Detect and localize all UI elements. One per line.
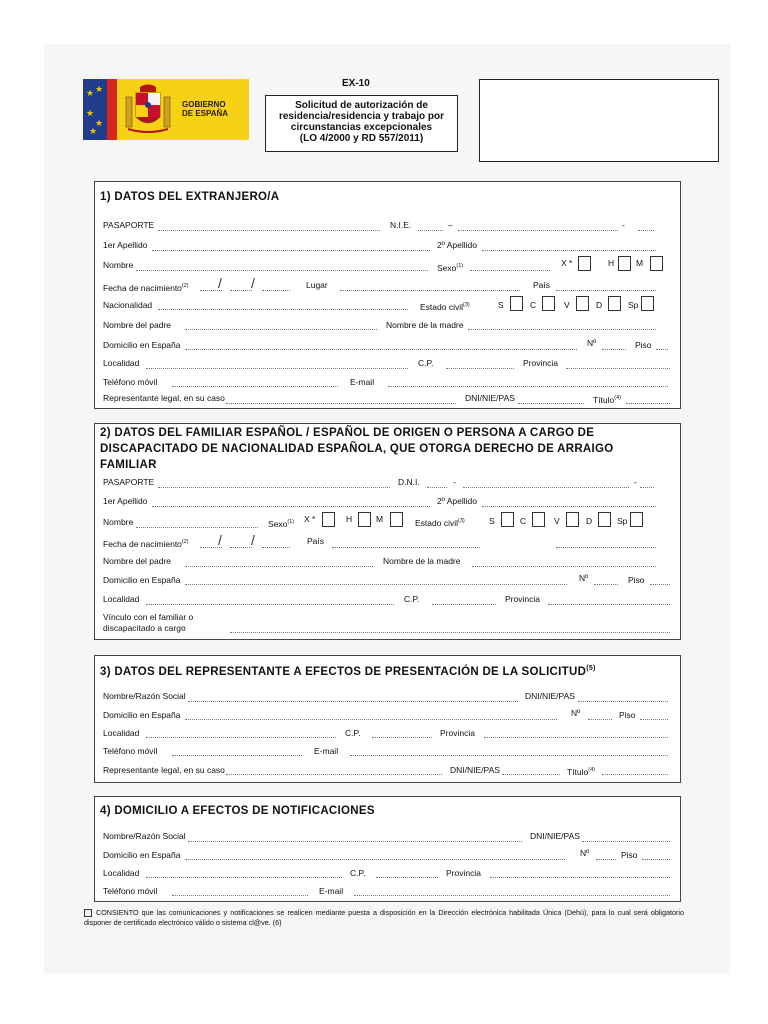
eu-flag-logo: ★ ★ ★ ★ ★ <box>83 79 107 140</box>
label-provincia: Provincia <box>446 868 481 878</box>
label-nacionalidad: Nacionalidad <box>103 300 153 310</box>
label-pasaporte: PASAPORTE <box>103 220 155 230</box>
field-mes[interactable] <box>230 290 252 291</box>
label-sexo: Sexo$^{(1)}$ <box>268 518 295 529</box>
dni-separator: - <box>634 477 637 487</box>
label-sex-h: H <box>608 258 615 268</box>
section-title: 1) DATOS DEL EXTRANJERO/A <box>100 191 280 203</box>
field-apellido1[interactable] <box>152 506 430 507</box>
checkbox-ec-v[interactable] <box>566 512 579 527</box>
label-cp: C.P. <box>404 594 420 604</box>
field-localidad[interactable] <box>146 368 408 369</box>
field-num[interactable] <box>594 584 618 585</box>
label-cp: C.P. <box>350 868 366 878</box>
label-ec-sp: Sp <box>617 516 628 526</box>
field-localidad[interactable] <box>146 604 394 605</box>
field-nombre[interactable] <box>136 527 258 528</box>
section-title: 3) DATOS DEL REPRESENTANTE A EFECTOS DE PRESENTACIÓN DE LA SOLICITUD$^{(5)}$ <box>100 665 596 678</box>
field-titulo[interactable] <box>626 403 670 404</box>
label-sex-m: M <box>636 258 644 268</box>
logo-text: GOBIERNO DE ESPAÑA <box>182 100 229 118</box>
field-localidad[interactable] <box>146 737 336 738</box>
label-apellido1: 1er Apellido <box>103 496 148 506</box>
label-fecha: Fecha de nacimiento$^{(2)}$ <box>103 282 189 293</box>
section-title: 4) DOMICILIO A EFECTOS DE NOTIFICACIONES <box>100 805 375 817</box>
label-estado-civil: Estado civil$^{(3)}$ <box>420 301 470 312</box>
field-domicilio[interactable] <box>185 719 557 720</box>
field-pais[interactable] <box>556 290 656 291</box>
label-ec-v: V <box>554 516 560 526</box>
label-madre: Nombre de la madre <box>386 320 464 330</box>
label-localidad: Localidad <box>103 868 140 878</box>
label-ec-d: D <box>586 516 593 526</box>
label-piso: Piso <box>619 710 636 720</box>
label-piso: Piso <box>628 575 645 585</box>
label-titulo: Título$^{(4)}$ <box>593 394 621 405</box>
field-cp[interactable] <box>446 368 514 369</box>
field-nombre[interactable] <box>188 701 518 702</box>
field-dni[interactable] <box>578 701 668 702</box>
flag-stripe <box>107 79 117 140</box>
checkbox-ec-c[interactable] <box>542 296 555 311</box>
label-fecha: Fecha de nacimiento$^{(2)}$ <box>103 538 189 549</box>
consent-text: CONSIENTO que las comunicaciones y notificaciones se realicen mediante puesta a disposición en la Dirección electrónica habilitada Única (Dehú), para lo cual será obligatorio disponer de certificado electrónico válido o sistema cl@ve. (6) <box>84 908 684 927</box>
dotted-line <box>556 547 656 548</box>
field-domicilio[interactable] <box>185 584 567 585</box>
label-pais: País <box>307 536 325 546</box>
label-num: Nº <box>579 573 589 583</box>
field-nacionalidad[interactable] <box>158 309 408 310</box>
checkbox-ec-sp[interactable] <box>630 512 643 527</box>
field-dni[interactable] <box>582 841 670 842</box>
label-domicilio: Domicilio en España <box>103 850 181 860</box>
field-piso[interactable] <box>650 584 670 585</box>
label-domicilio: Domicilio en España <box>103 340 181 350</box>
label-sexo: Sexo$^{(1)}$ <box>437 262 464 273</box>
field-anio[interactable] <box>262 290 290 291</box>
label-dni2: DNI/NIE/PAS <box>450 765 500 775</box>
date-separator: / <box>218 275 222 291</box>
field-apellido2[interactable] <box>482 250 656 251</box>
field-domicilio[interactable] <box>185 859 565 860</box>
label-sex-x: X * <box>561 258 573 268</box>
field-titulo[interactable] <box>602 774 668 775</box>
label-localidad: Localidad <box>103 594 140 604</box>
label-provincia: Provincia <box>505 594 540 604</box>
field-pais[interactable] <box>332 547 480 548</box>
field-apellido1[interactable] <box>152 250 430 251</box>
date-separator: / <box>251 532 255 548</box>
consent-checkbox[interactable] <box>84 909 92 917</box>
label-nombre: Nombre <box>103 517 134 527</box>
date-separator: / <box>251 275 255 291</box>
field-nie-control[interactable] <box>638 230 654 231</box>
label-provincia: Provincia <box>440 728 475 738</box>
label-telefono: Teléfono móvil <box>103 886 158 896</box>
checkbox-sex-x[interactable] <box>322 512 335 527</box>
field-pasaporte[interactable] <box>158 230 380 231</box>
label-telefono: Teléfono móvil <box>103 377 158 387</box>
field-nie-number[interactable] <box>458 230 618 231</box>
field-representante[interactable] <box>226 774 442 775</box>
label-pasaporte: PASAPORTE <box>103 477 155 487</box>
field-dni-letter[interactable] <box>640 487 654 488</box>
field-domicilio[interactable] <box>185 349 577 350</box>
checkbox-sex-x[interactable] <box>578 256 591 271</box>
field-pasaporte[interactable] <box>158 487 390 488</box>
field-representante[interactable] <box>226 403 456 404</box>
checkbox-ec-c[interactable] <box>532 512 545 527</box>
field-cp[interactable] <box>376 877 438 878</box>
label-email: E-mail <box>350 377 375 387</box>
label-lugar: Lugar <box>306 280 328 290</box>
label-cp: C.P. <box>418 358 434 368</box>
checkbox-ec-s[interactable] <box>501 512 514 527</box>
registry-stamp-box <box>479 79 719 162</box>
label-cp: C.P. <box>345 728 361 738</box>
field-localidad[interactable] <box>146 877 342 878</box>
label-dni: DNI/NIE/PAS <box>530 831 580 841</box>
label-localidad: Localidad <box>103 728 140 738</box>
field-anio[interactable] <box>262 547 290 548</box>
field-email[interactable] <box>388 386 668 387</box>
label-nie: N.I.E. <box>390 220 412 230</box>
label-piso: Piso <box>635 340 652 350</box>
label-representante: Representante legal, en su caso <box>103 393 225 403</box>
field-madre[interactable] <box>468 329 656 330</box>
field-telefono[interactable] <box>172 386 338 387</box>
label-estado-civil: Estado civil$^{(3)}$ <box>415 517 465 528</box>
field-provincia[interactable] <box>566 368 670 369</box>
label-sex-h: H <box>346 514 353 524</box>
form-code: EX-10 <box>342 78 370 89</box>
label-madre: Nombre de la madre <box>383 556 461 566</box>
field-email[interactable] <box>350 755 668 756</box>
field-num[interactable] <box>588 719 612 720</box>
field-provincia[interactable] <box>548 604 670 605</box>
label-domicilio: Domicilio en España <box>103 575 181 585</box>
label-piso: Piso <box>621 850 638 860</box>
label-email: E-mail <box>314 746 339 756</box>
field-apellido2[interactable] <box>482 506 656 507</box>
checkbox-ec-s[interactable] <box>510 296 523 311</box>
label-num: Nº <box>571 708 581 718</box>
label-nombre: Nombre/Razón Social <box>103 831 186 841</box>
form-title-box: Solicitud de autorización de residencia/residencia y trabajo por circunstancias excepcionales (LO 4/2000 y RD 557/2011) <box>265 95 458 152</box>
field-telefono[interactable] <box>172 895 308 896</box>
label-dni: DNI/NIE/PAS <box>525 691 575 701</box>
field-mes[interactable] <box>230 547 252 548</box>
section-extranjero <box>94 181 681 409</box>
label-representante: Representante legal, en su caso <box>103 765 225 775</box>
label-ec-sp: Sp <box>628 300 639 310</box>
field-piso[interactable] <box>656 349 668 350</box>
checkbox-ec-sp[interactable] <box>641 296 654 311</box>
field-piso[interactable] <box>640 719 668 720</box>
field-num[interactable] <box>602 349 626 350</box>
label-ec-s: S <box>498 300 504 310</box>
checkbox-sex-m[interactable] <box>650 256 663 271</box>
label-padre: Nombre del padre <box>103 556 172 566</box>
field-num[interactable] <box>596 859 616 860</box>
label-num: Nº <box>580 848 590 858</box>
field-cp[interactable] <box>432 604 496 605</box>
field-nombre[interactable] <box>188 841 522 842</box>
checkbox-sex-h[interactable] <box>618 256 631 271</box>
checkbox-ec-d[interactable] <box>608 296 621 311</box>
coat-of-arms-icon <box>122 83 174 137</box>
field-dni-number[interactable] <box>463 487 629 488</box>
dni-separator: - <box>453 477 456 487</box>
label-pais: País <box>533 280 551 290</box>
field-email[interactable] <box>354 895 670 896</box>
label-email: E-mail <box>319 886 344 896</box>
label-sex-m: M <box>376 514 384 524</box>
label-titulo: Título$^{(4)}$ <box>567 766 595 777</box>
label-domicilio: Domicilio en España <box>103 710 181 720</box>
label-ec-s: S <box>489 516 495 526</box>
label-localidad: Localidad <box>103 358 140 368</box>
field-nombre[interactable] <box>136 270 428 271</box>
field-provincia[interactable] <box>490 877 670 878</box>
section-title: 2) DATOS DEL FAMILIAR ESPAÑOL / ESPAÑOL DE ORIGEN O PERSONA A CARGO DE DISCAPACITADO DE NACIONALIDAD ESPAÑOLA, QUE OTORGA DERECHO DE ARRAIGO FAMILIAR <box>100 427 614 471</box>
field-provincia[interactable] <box>484 737 668 738</box>
field-padre[interactable] <box>185 329 377 330</box>
label-padre: Nombre del padre <box>103 320 172 330</box>
label-dni: D.N.I. <box>398 477 420 487</box>
checkbox-sex-h[interactable] <box>358 512 371 527</box>
label-nombre: Nombre/Razón Social <box>103 691 186 701</box>
label-apellido2: 2º Apellido <box>437 240 477 250</box>
field-dni[interactable] <box>518 403 584 404</box>
section-notificaciones <box>94 796 681 902</box>
field-cp[interactable] <box>372 737 432 738</box>
label-apellido2: 2º Apellido <box>437 496 477 506</box>
label-ec-c: C <box>530 300 537 310</box>
field-lugar[interactable] <box>340 290 520 291</box>
label-apellido1: 1er Apellido <box>103 240 148 250</box>
label-sex-x: X * <box>304 514 316 524</box>
field-dni2[interactable] <box>502 774 560 775</box>
checkbox-sex-m[interactable] <box>390 512 403 527</box>
label-ec-d: D <box>596 300 603 310</box>
field-nie-letter[interactable] <box>418 230 443 231</box>
label-dni: DNI/NIE/PAS <box>465 393 515 403</box>
field-vinculo[interactable] <box>230 632 670 633</box>
field-telefono[interactable] <box>172 755 302 756</box>
label-ec-c: C <box>520 516 527 526</box>
section-familiar <box>94 423 681 640</box>
label-telefono: Teléfono móvil <box>103 746 158 756</box>
checkbox-ec-d[interactable] <box>598 512 611 527</box>
label-vinculo: Vínculo con el familiar o discapacitado a cargo <box>103 612 194 633</box>
label-nombre: Nombre <box>103 260 134 270</box>
field-madre[interactable] <box>472 566 656 567</box>
label-num: Nº <box>587 338 597 348</box>
field-piso[interactable] <box>642 859 670 860</box>
label-ec-v: V <box>564 300 570 310</box>
checkbox-ec-v[interactable] <box>576 296 589 311</box>
date-separator: / <box>218 532 222 548</box>
field-dni-part1[interactable] <box>427 487 447 488</box>
label-provincia: Provincia <box>523 358 558 368</box>
dotted-line <box>470 270 550 271</box>
field-padre[interactable] <box>185 566 373 567</box>
